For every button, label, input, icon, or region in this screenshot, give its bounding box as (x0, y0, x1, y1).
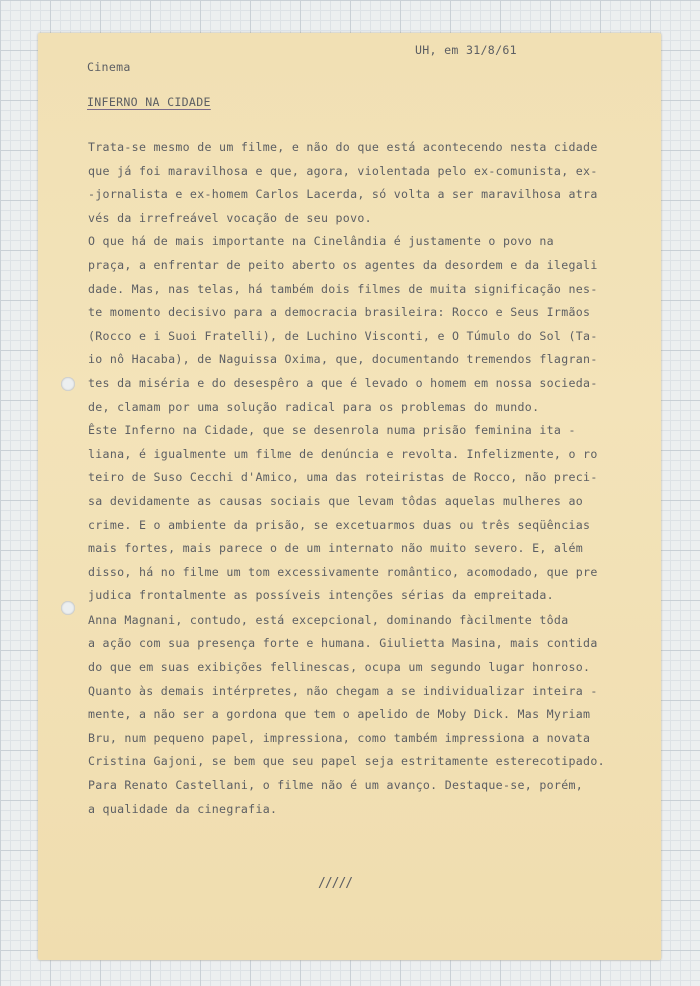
text-line: Para Renato Castellani, o filme não é um avanço. Destaque-se, porém, (88, 778, 584, 793)
paragraph-3 (88, 419, 653, 608)
text-line: mais fortes, mais parece o de um internato não muito severo. E, além (88, 541, 584, 556)
punch-hole-top (61, 377, 75, 391)
text-line: Bru, num pequeno papel, impressiona, como também impressiona a novata (88, 730, 591, 745)
section-label: Cinema (87, 60, 131, 74)
text-line: -jornalista e ex-homem Carlos Lacerda, só volta a ser maravilhosa atra (88, 187, 598, 202)
text-line: judica frontalmente as possíveis intenções sérias da empreitada. (88, 588, 554, 603)
paragraph-4 (88, 609, 653, 774)
text-line: sa devidamente as causas sociais que levam tôdas aquelas mulheres ao (88, 493, 584, 508)
text-line: Cristina Gajoni, se bem que seu papel seja estritamente esterecotipado. (88, 754, 605, 769)
text-line: tes da miséria e do desespêro a que é levado o homem em nossa socieda- (88, 375, 598, 390)
paragraph-2 (88, 230, 653, 419)
typewritten-page (38, 33, 661, 960)
text-line: Quanto às demais intérpretes, não chegam a se individualizar inteira - (88, 683, 598, 698)
text-line: Anna Magnani, contudo, está excepcional, dominando fàcilmente tôda (88, 612, 569, 627)
text-line: Trata-se mesmo de um filme, e não do que está acontecendo nesta cidade (88, 140, 598, 154)
text-line: io nô Hacaba), de Naguissa Oxima, que, documentando tremendos flagran- (88, 352, 598, 367)
text-line: a qualidade da cinegrafia. (88, 801, 278, 816)
text-line: do que em suas exibições fellinescas, ocupa um segundo lugar honroso. (88, 660, 591, 675)
dateline: UH, em 31/8/61 (415, 43, 517, 57)
punch-hole-bottom (61, 601, 75, 615)
text-line: que já foi maravilhosa e que, agora, violentada pelo ex-comunista, ex- (88, 163, 598, 178)
text-line: crime. E o ambiente da prisão, se excetuarmos duas ou três seqüências (88, 517, 591, 532)
text-line: (Rocco e i Suoi Fratelli), de Luchino Visconti, e O Túmulo do Sol (Ta- (88, 328, 598, 343)
signoff-mark: ///// (318, 876, 353, 891)
paragraph-1 (88, 136, 653, 230)
text-line: vés da irrefreável vocação de seu povo. (88, 210, 372, 225)
text-line: praça, a enfrentar de peito aberto os agentes da desordem e da ilegali (88, 257, 598, 272)
text-line: liana, é igualmente um filme de denúncia e revolta. Infelizmente, o ro (88, 446, 598, 461)
text-line: teiro de Suso Cecchi d'Amico, uma das roteiristas de Rocco, não preci- (88, 470, 598, 485)
text-line: dade. Mas, nas telas, há também dois filmes de muita significação nes- (88, 281, 598, 296)
paragraph-5 (88, 774, 653, 821)
text-line: O que há de mais importante na Cinelândia é justamente o povo na (88, 234, 554, 249)
text-line: a ação com sua presença forte e humana. Giulietta Masina, mais contida (88, 636, 598, 651)
text-line: mente, a não ser a gordona que tem o apelido de Moby Dick. Mas Myriam (88, 707, 591, 722)
text-line: de, clamam por uma solução radical para os problemas do mundo. (88, 399, 540, 414)
text-line: disso, há no filme um tom excessivamente romântico, acomodado, que pre (88, 564, 598, 579)
article-body (88, 136, 653, 821)
article-title: INFERNO NA CIDADE (87, 95, 211, 109)
text-line: te momento decisivo para a democracia brasileira: Rocco e Seus Irmãos (88, 305, 591, 320)
text-line: Êste Inferno na Cidade, que se desenrola numa prisão feminina ita - (88, 423, 576, 438)
